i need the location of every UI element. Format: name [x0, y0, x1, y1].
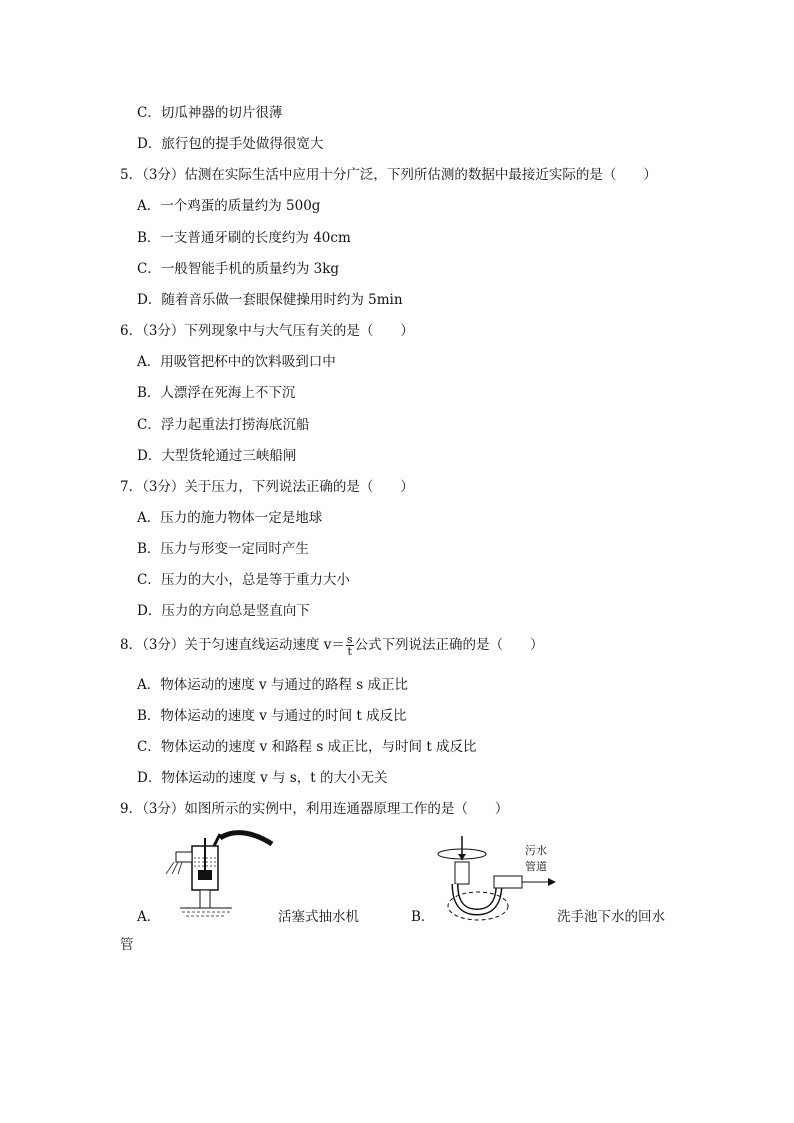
- sewer-pipe-label-1: 污水: [525, 844, 547, 857]
- q6-option-d: D．大型货轮通过三峡船闸: [137, 448, 297, 464]
- q6-option-a: A．用吸管把杯中的饮料吸到口中: [137, 354, 336, 370]
- option-d-prev: D．旅行包的提手处做得很宽大: [137, 136, 324, 152]
- question-8-stem: [120, 634, 544, 657]
- question-7-stem: 7．（3分）关于压力，下列说法正确的是（ ）: [120, 479, 414, 495]
- q8-stem-pre: 8．（3分）关于匀速直线运动速度 v＝: [120, 637, 345, 653]
- q5-option-d: D．随着音乐做一套眼保健操用时约为 5min: [137, 292, 403, 308]
- q9-option-a-label: A．: [137, 909, 161, 925]
- q9-option-b-caption-wrap: 管: [120, 937, 134, 953]
- q8-stem-post: 公式下列说法正确的是（ ）: [354, 637, 544, 653]
- q8-option-a: A．物体运动的速度 v 与通过的路程 s 成正比: [137, 677, 408, 693]
- fraction-numerator: s: [346, 633, 353, 646]
- q8-option-b: B．物体运动的速度 v 与通过的时间 t 成反比: [137, 708, 407, 724]
- q6-option-c: C．浮力起重法打捞海底沉船: [137, 417, 310, 433]
- question-6-stem: 6．（3分）下列现象中与大气压有关的是（ ）: [120, 323, 414, 339]
- option-c-prev: C．切瓜神器的切片很薄: [137, 105, 283, 121]
- sewer-pipe-label-2: 管道: [525, 860, 547, 873]
- q7-option-d: D．压力的方向总是竖直向下: [137, 603, 310, 619]
- q7-option-b: B．压力与形变一定同时产生: [137, 541, 309, 557]
- q9-option-a-caption: 活塞式抽水机: [278, 909, 359, 925]
- q9-option-b-label: B．: [411, 909, 435, 925]
- q7-option-c: C．压力的大小，总是等于重力大小: [137, 572, 350, 588]
- q5-option-b: B．一支普通牙刷的长度约为 40cm: [137, 230, 351, 246]
- q6-option-b: B．人漂浮在死海上不下沉: [137, 385, 296, 401]
- velocity-fraction: [346, 634, 354, 657]
- q8-option-c: C．物体运动的速度 v 和路程 s 成正比，与时间 t 成反比: [137, 739, 477, 755]
- q7-option-a: A．压力的施力物体一定是地球: [137, 510, 323, 526]
- piston-pump-figure: [160, 828, 280, 918]
- sink-trap-figure: [430, 832, 565, 927]
- question-5-stem: 5．（3分）估测在实际生活中应用十分广泛，下列所估测的数据中最接近实际的是（ ）: [120, 167, 657, 183]
- q5-option-a: A．一个鸡蛋的质量约为 500g: [137, 198, 321, 214]
- q8-option-d: D．物体运动的速度 v 与 s，t 的大小无关: [137, 770, 388, 786]
- q5-option-c: C．一般智能手机的质量约为 3kg: [137, 261, 340, 277]
- fraction-denominator: t: [347, 645, 352, 658]
- q9-option-b-caption: 洗手池下水的回水: [557, 909, 665, 925]
- question-9-stem: 9．（3分）如图所示的实例中，利用连通器原理工作的是（ ）: [120, 801, 509, 817]
